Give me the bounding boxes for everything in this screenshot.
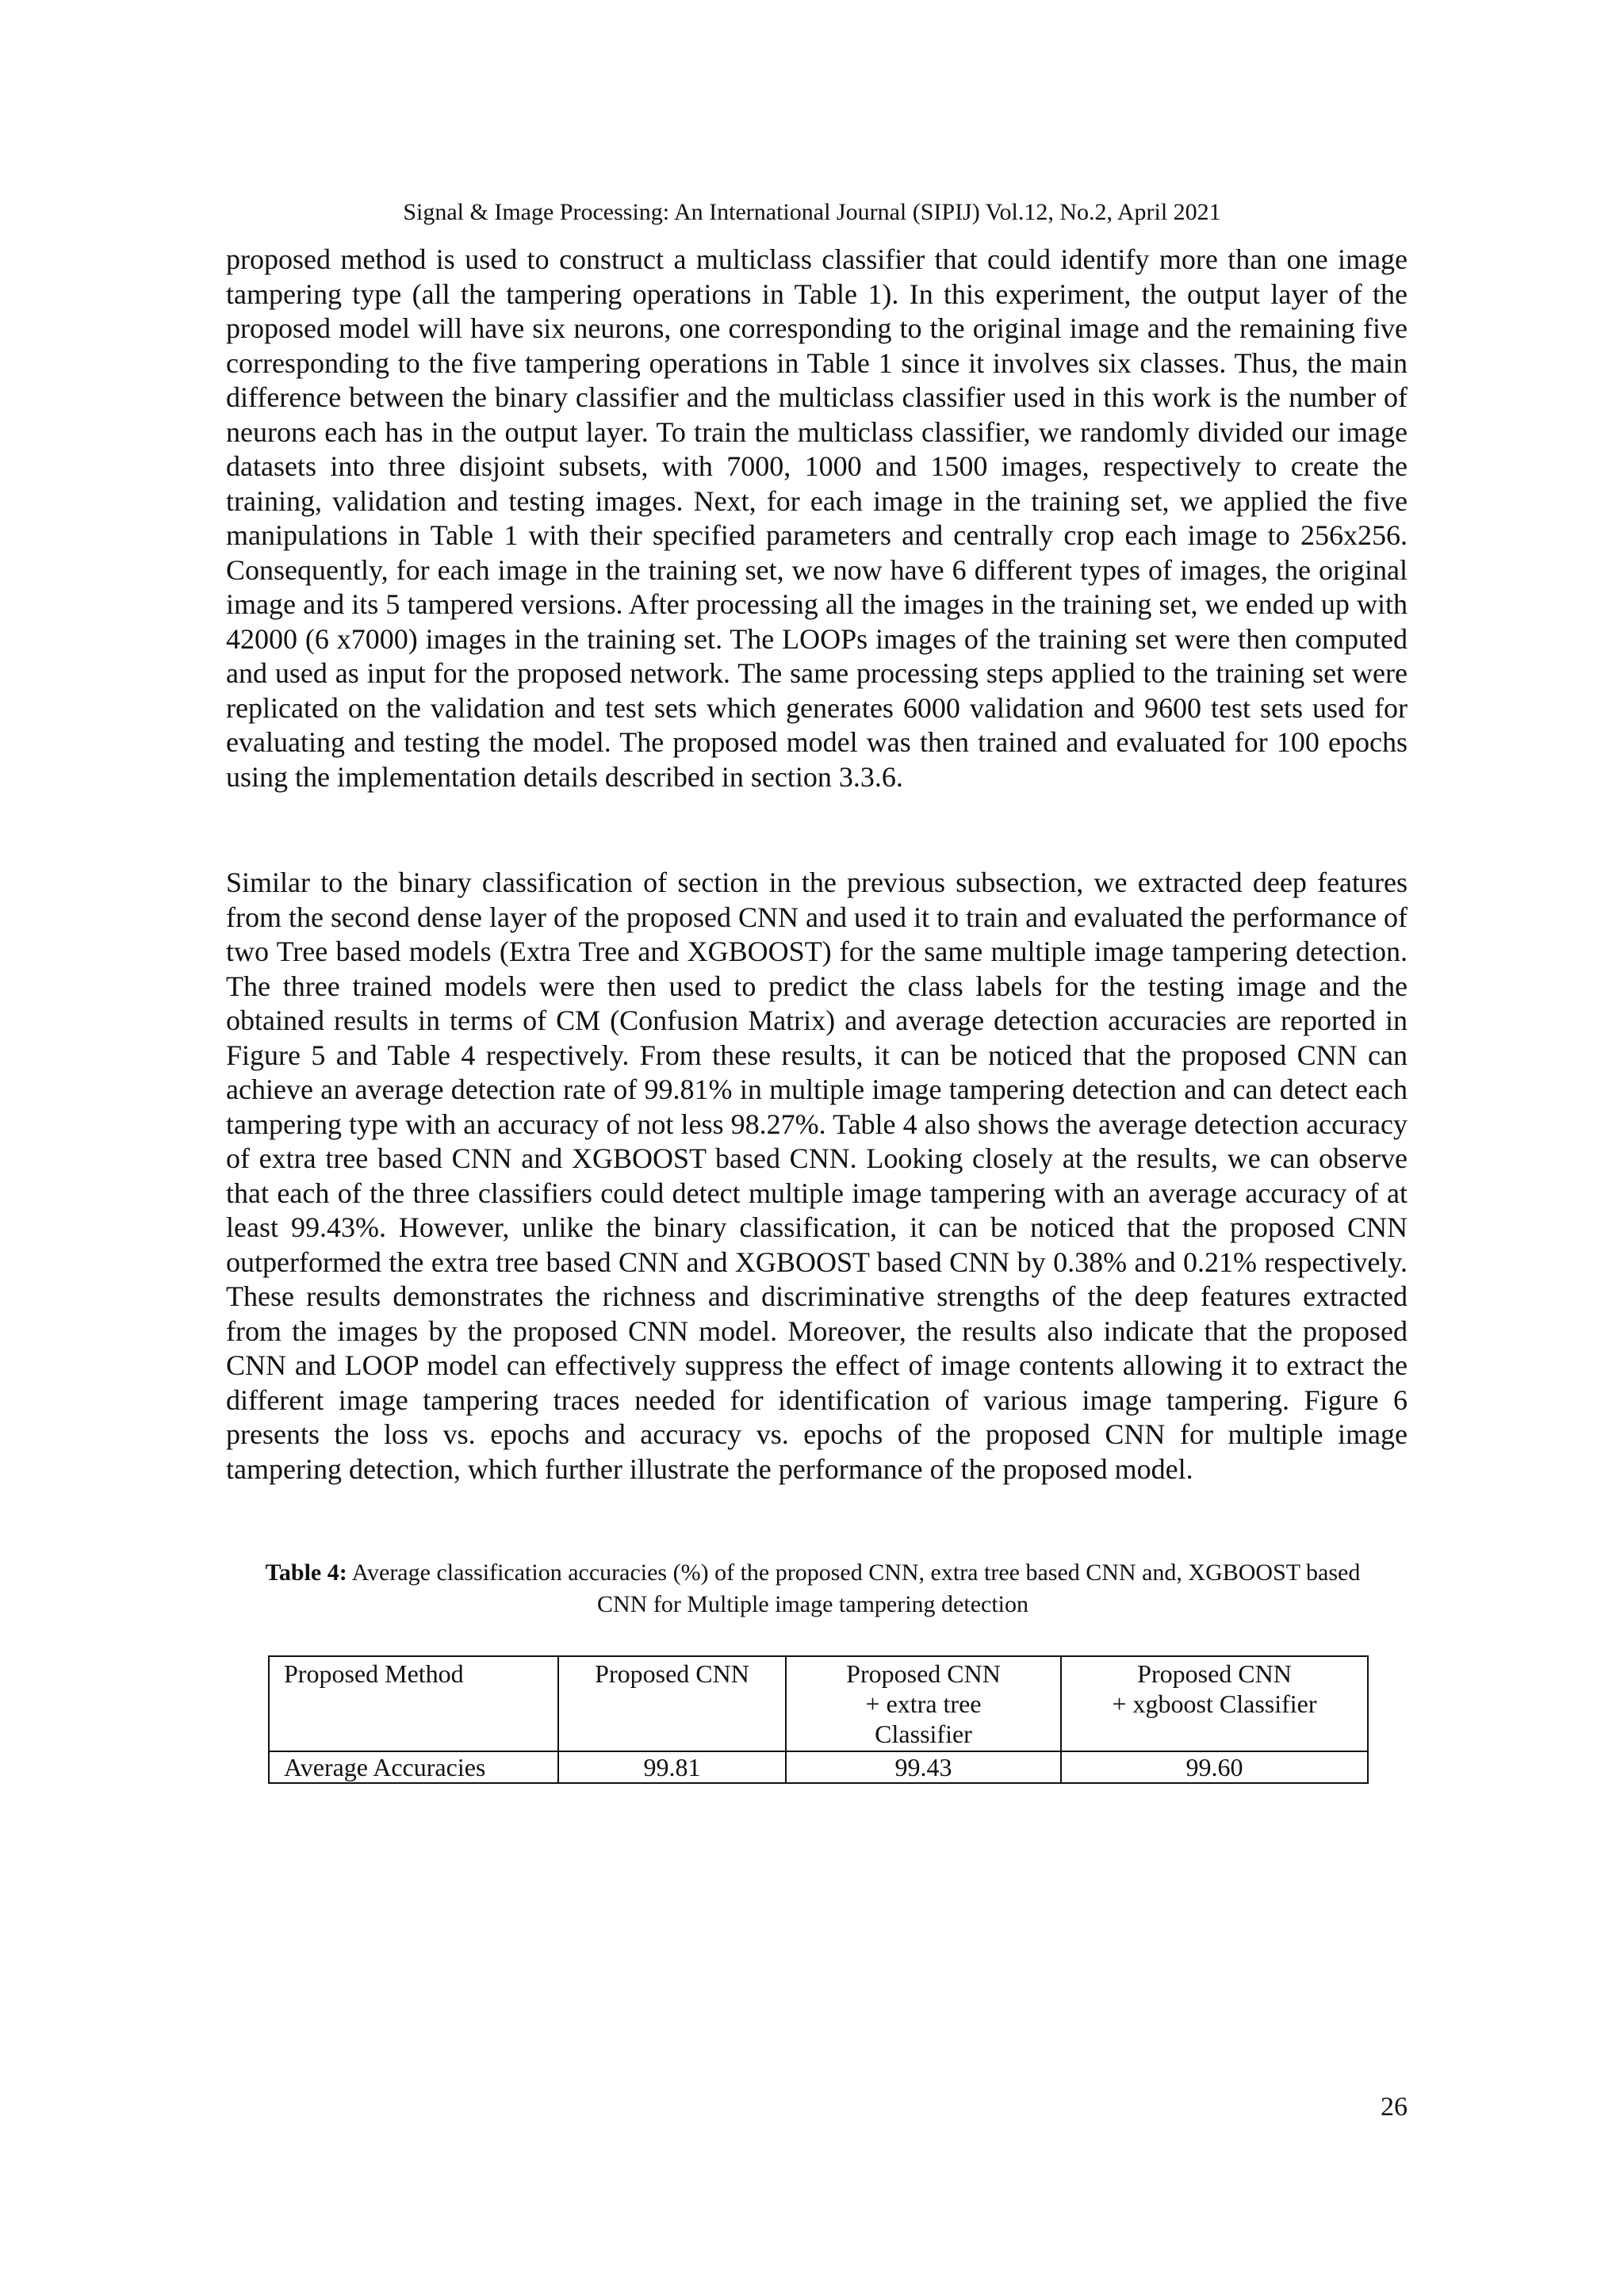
- row-label-average-accuracies: Average Accuracies: [269, 1751, 558, 1783]
- header-xgboost-line-2: + xgboost Classifier: [1112, 1689, 1317, 1718]
- value-proposed-cnn: 99.81: [558, 1751, 786, 1783]
- header-extra-tree-line-3: Classifier: [875, 1720, 972, 1748]
- header-cell-xgboost: [1061, 1656, 1368, 1751]
- page-number: 26: [1381, 2092, 1408, 2122]
- table-row: [269, 1751, 1368, 1783]
- value-extra-tree: 99.43: [786, 1751, 1061, 1783]
- table-caption: [238, 1557, 1388, 1621]
- table-caption-label: Table 4:: [265, 1559, 347, 1586]
- header-cell-proposed-method: Proposed Method: [269, 1656, 558, 1751]
- table-header-row: [269, 1656, 1368, 1751]
- header-xgboost-line-1: Proposed CNN: [1137, 1659, 1292, 1688]
- body-paragraph-2: Similar to the binary classification of section in the previous subsection, we extracted deep features from the second dense layer of the proposed CNN and used it to train and evaluated the performance of two Tree based models (Extra Tree and XGBOOST) for the same multiple image tampering detection. The three trained models were then used to predict the class labels for the testing image and the obtained results in terms of CM (Confusion Matrix) and average detection accuracies are reported in Figure 5 and Table 4 respectively. From these results, it can be noticed that the proposed CNN can achieve an average detection rate of 99.81% in multiple image tampering detection and can detect each tampering type with an accuracy of not less 98.27%. Table 4 also shows the average detection accuracy of extra tree based CNN and XGBOOST based CNN. Looking closely at the results, we can observe that each of the three classifiers could detect multiple image tampering with an average accuracy of at least 99.43%. However, unlike the binary classification, it can be noticed that the proposed CNN outperformed the extra tree based CNN and XGBOOST based CNN by 0.38% and 0.21% respectively. These results demonstrates the richness and discriminative strengths of the deep features extracted from the images by the proposed CNN model. Moreover, the results also indicate that the proposed CNN and LOOP model can effectively suppress the effect of image contents allowing it to extract the different image tampering traces needed for identification of various image tampering. Figure 6 presents the loss vs. epochs and accuracy vs. epochs of the proposed CNN for multiple image tampering detection, which further illustrate the performance of the proposed model.: [226, 867, 1408, 1485]
- table-caption-text: Average classification accuracies (%) of the proposed CNN, extra tree based CNN and, XGBOOST based CNN for Multiple image tampering detection: [347, 1559, 1361, 1617]
- body-paragraph-1: proposed method is used to construct a multiclass classifier that could identify more than one image tampering type (all the tampering operations in Table 1). In this experiment, the output layer of the proposed model will have six neurons, one corresponding to the original image and the remaining five corresponding to the five tampering operations in Table 1 since it involves six classes. Thus, the main difference between the binary classifier and the multiclass classifier used in this work is the number of neurons each has in the output layer. To train the multiclass classifier, we randomly divided our image datasets into three disjoint subsets, with 7000, 1000 and 1500 images, respectively to create the training, validation and testing images. Next, for each image in the training set, we applied the five manipulations in Table 1 with their specified parameters and centrally crop each image to 256x256. Consequently, for each image in the training set, we now have 6 different types of images, the original image and its 5 tampered versions. After processing all the images in the training set, we ended up with 42000 (6 x7000) images in the training set. The LOOPs images of the training set were then computed and used as input for the proposed network. The same processing steps applied to the training set were replicated on the validation and test sets which generates 6000 validation and 9600 test sets used for evaluating and testing the model. The proposed model was then trained and evaluated for 100 epochs using the implementation details described in section 3.3.6.: [226, 243, 1408, 793]
- accuracy-table: [268, 1655, 1369, 1784]
- header-extra-tree-line-2: + extra tree: [865, 1689, 982, 1718]
- value-xgboost: 99.60: [1061, 1751, 1368, 1783]
- running-header: Signal & Image Processing: An International Journal (SIPIJ) Vol.12, No.2, April 2021: [403, 199, 1221, 225]
- header-extra-tree-line-1: Proposed CNN: [846, 1659, 1001, 1688]
- header-cell-extra-tree: [786, 1656, 1061, 1751]
- header-cell-proposed-cnn: Proposed CNN: [558, 1656, 786, 1751]
